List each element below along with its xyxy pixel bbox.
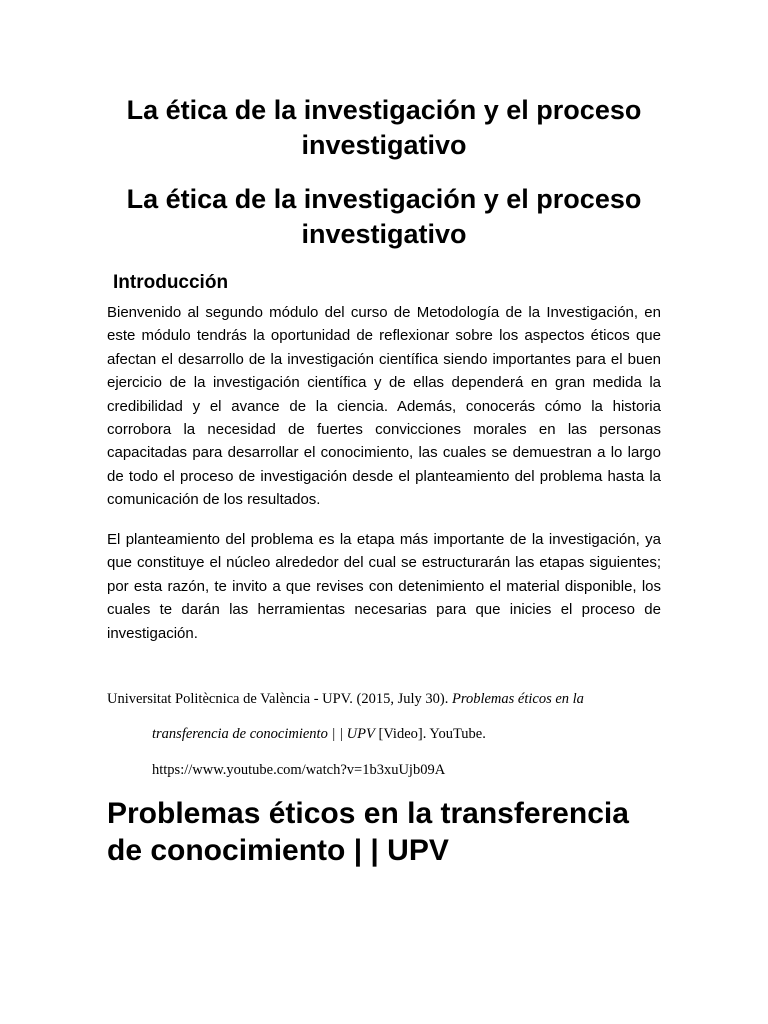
reference-title-part-1: Problemas éticos en la [451, 691, 584, 707]
reference-medium: [Video]. YouTube. [374, 726, 486, 742]
reference-title-part-2: transferencia de conocimiento | | UPV [152, 726, 375, 742]
reference-author-date: Universitat Politècnica de València - UPV. (2015, July 30). [107, 691, 452, 707]
video-heading: Problemas éticos en la transferencia de conocimiento | | UPV [107, 797, 629, 867]
section-heading-introduccion: Introducción [113, 272, 229, 293]
intro-paragraph-1: Bienvenido al segundo módulo del curso de Metodología de la Investigación, en este módulo tendrás la oportunidad de reflexionar sobre los aspectos éticos que afectan el desarrollo de la investigación científica siendo importantes para el buen ejercicio de la investigación científica y de ellas dependerá en gran medida la credibilidad y el avance de la ciencia. Además, conocerás cómo la historia corrobora la necesidad de fuertes convicciones morales en las personas capacitadas para desarrollar el conocimiento, las cuales se demuestran a lo largo de todo el proceso de investigación desde el planteamiento del problema hasta la comunicación de los resultados. [107, 304, 661, 509]
reference-url[interactable]: https://www.youtube.com/watch?v=1b3xuUjb09A [152, 762, 446, 778]
document-title-repeat: La ética de la investigación y el proceso investigativo [126, 184, 642, 249]
reference-line-1 [107, 689, 584, 709]
intro-paragraph-2: El planteamiento del problema es la etapa más importante de la investigación, ya que constituye el núcleo alrededor del cual se estructurarán las etapas siguientes; por esta razón, te invito a que revises con detenimiento el material disponible, los cuales te darán las herramientas necesarias para que inicies el proceso de investigación. [107, 531, 661, 642]
reference-line-2 [152, 724, 486, 744]
document-title: La ética de la investigación y el proceso investigativo [126, 95, 642, 160]
